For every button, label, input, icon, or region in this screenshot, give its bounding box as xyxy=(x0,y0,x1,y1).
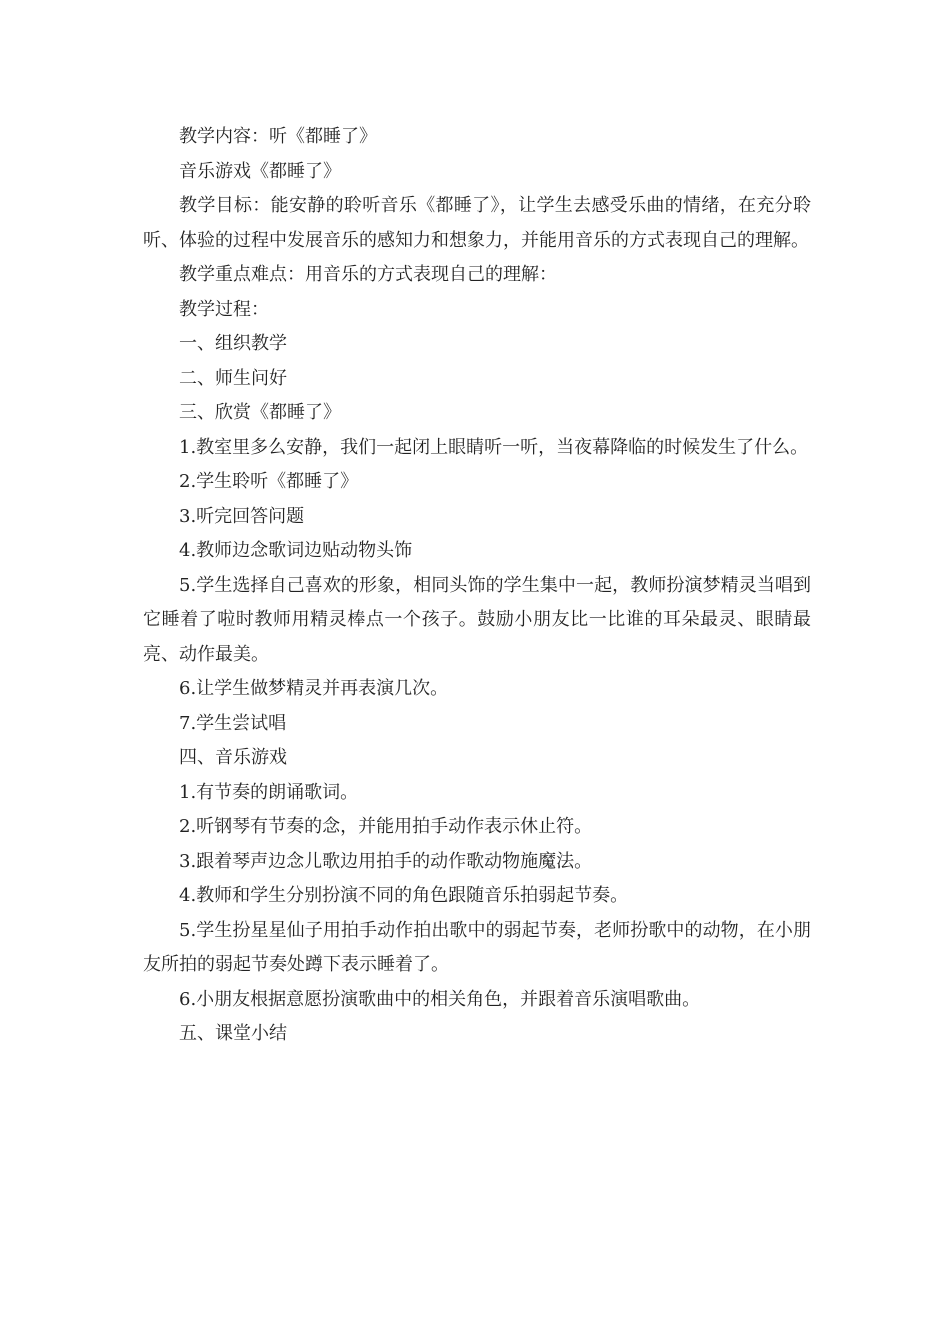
list-item: 5.学生扮星星仙子用拍手动作拍出歌中的弱起节奏，老师扮歌中的动物，在小朋友所拍的弱起节奏处蹲下表示睡着了。 xyxy=(143,919,811,975)
list-item: 1.教室里多么安静，我们一起闭上眼睛听一听，当夜幕降临的时候发生了什么。 xyxy=(179,436,809,458)
section-heading-2: 二、师生问好 xyxy=(179,367,287,389)
section-heading-1: 一、组织教学 xyxy=(179,333,287,354)
list-item: 2.听钢琴有节奏的念，并能用拍手动作表示休止符。 xyxy=(179,816,593,837)
section-heading-3: 三、欣赏《都睡了》 xyxy=(179,402,341,423)
key-difficulty: 教学重点难点：用音乐的方式表现自己的理解： xyxy=(179,264,557,285)
list-item: 4.教师和学生分别扮演不同的角色跟随音乐拍弱起节奏。 xyxy=(179,885,629,906)
list-item: 4.教师边念歌词边贴动物头饰 xyxy=(179,540,413,561)
list-item: 1.有节奏的朗诵歌词。 xyxy=(179,781,359,803)
teaching-content: 教学内容：听《都睡了》 xyxy=(179,126,377,147)
list-item: 2.学生聆听《都睡了》 xyxy=(179,471,359,492)
list-item: 5.学生选择自己喜欢的形象，相同头饰的学生集中一起，教师扮演梦精灵当唱到它睡着了啦时教师用精灵棒点一个孩子。鼓励小朋友比一比谁的耳朵最灵、眼睛最亮、动作最美。 xyxy=(143,574,811,665)
section-heading-4: 四、音乐游戏 xyxy=(179,747,287,768)
list-item: 3.听完回答问题 xyxy=(179,505,305,527)
music-game-title: 音乐游戏《都睡了》 xyxy=(179,160,341,182)
document-body xyxy=(143,120,811,1052)
teaching-process-heading: 教学过程： xyxy=(179,298,269,320)
section-heading-5: 五、课堂小结 xyxy=(179,1023,287,1044)
list-item: 3.跟着琴声边念儿歌边用拍手的动作歌动物施魔法。 xyxy=(179,850,593,872)
list-item: 6.让学生做梦精灵并再表演几次。 xyxy=(179,678,449,699)
list-item: 6.小朋友根据意愿扮演歌曲中的相关角色，并跟着音乐演唱歌曲。 xyxy=(179,988,701,1010)
teaching-goal: 教学目标：能安静的聆听音乐《都睡了》，让学生去感受乐曲的情绪，在充分聆听、体验的过程中发展音乐的感知力和想象力，并能用音乐的方式表现自己的理解。 xyxy=(143,195,811,251)
list-item: 7.学生尝试唱 xyxy=(179,712,287,734)
